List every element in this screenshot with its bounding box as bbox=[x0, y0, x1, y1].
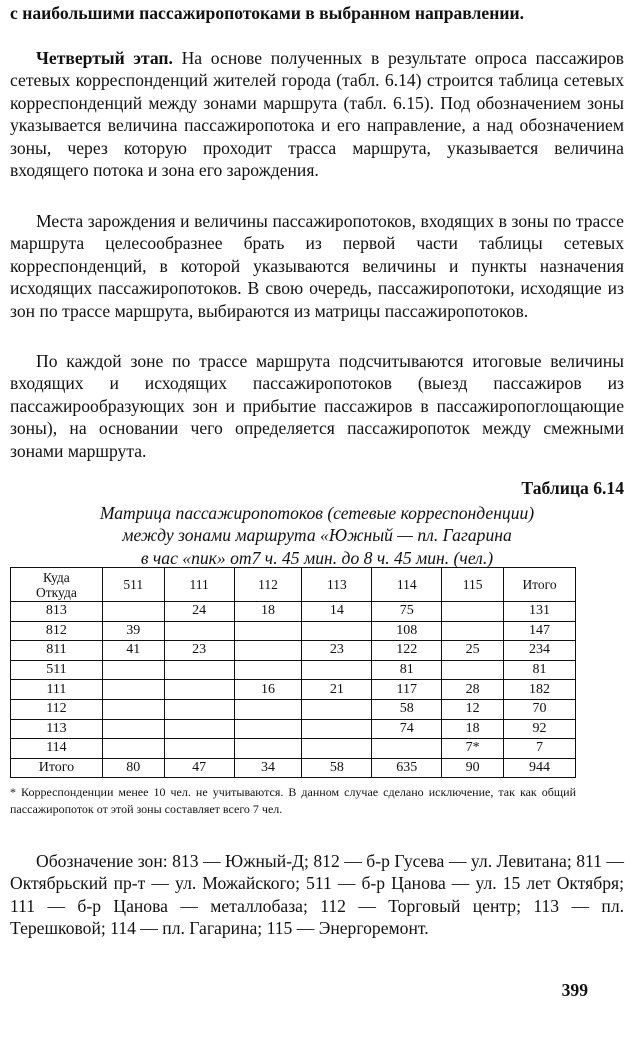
table-cell: 7* bbox=[442, 739, 504, 759]
table-cell: 81 bbox=[504, 660, 576, 680]
table-cell: 16 bbox=[234, 680, 302, 700]
table-cell: 34 bbox=[234, 758, 302, 778]
table-cell bbox=[102, 602, 164, 622]
table-cell: 131 bbox=[504, 602, 576, 622]
column-header: 511 bbox=[102, 568, 164, 602]
table-title-line-3: в час «пик» от7 ч. 45 мин. до 8 ч. 45 мин. (чел.) bbox=[140, 547, 494, 568]
table-cell: 92 bbox=[504, 719, 576, 739]
row-label: 114 bbox=[11, 739, 103, 759]
table-cell bbox=[102, 699, 164, 719]
table-cell: 70 bbox=[504, 699, 576, 719]
table-cell bbox=[234, 699, 302, 719]
table-cell: 18 bbox=[442, 719, 504, 739]
table-cell bbox=[372, 739, 442, 759]
table-cell: 81 bbox=[372, 660, 442, 680]
table-cell bbox=[164, 660, 234, 680]
table-row bbox=[11, 621, 576, 641]
table-row bbox=[11, 699, 576, 719]
table-header-row bbox=[11, 568, 576, 602]
table-title bbox=[10, 502, 624, 569]
table-cell bbox=[164, 739, 234, 759]
row-label: 811 bbox=[11, 641, 103, 661]
column-header: 115 bbox=[442, 568, 504, 602]
passenger-matrix-table bbox=[10, 567, 576, 778]
header-from-label: Откуда bbox=[36, 584, 77, 600]
column-header: 113 bbox=[302, 568, 372, 602]
table-cell bbox=[442, 621, 504, 641]
table-cell: 80 bbox=[102, 758, 164, 778]
table-cell: 234 bbox=[504, 641, 576, 661]
paragraph-stage-four bbox=[10, 47, 624, 181]
column-header: 114 bbox=[372, 568, 442, 602]
table-body bbox=[11, 602, 576, 778]
table-cell: 58 bbox=[372, 699, 442, 719]
page-number: 399 bbox=[561, 980, 588, 1000]
table-cell: 117 bbox=[372, 680, 442, 700]
table-cell bbox=[442, 660, 504, 680]
table-cell bbox=[102, 660, 164, 680]
table-row bbox=[11, 680, 576, 700]
table-cell bbox=[102, 719, 164, 739]
table-cell bbox=[234, 719, 302, 739]
zones-legend: Обозначение зон: 813 — Южный-Д; 812 — б-р Гусева — ул. Левитана; 811 — Октябрьский пр-т — ул. Можайского; 511 — б-р Цанова — ул. 15 лет Октября; 111 — б-р Цанова — металлобаза; 112 — Торговый центр; 113 — пл. Терешковой; 114 — пл. Гагарина; 115 — Энергоремонт. bbox=[10, 851, 624, 939]
row-label: 812 bbox=[11, 621, 103, 641]
table-footnote: * Корреспонденции менее 10 чел. не учитываются. В данном случае сделано исключение, так как общий пассажиропоток от этой зоны составляет всего 7 чел. bbox=[10, 785, 576, 816]
table-cell: 182 bbox=[504, 680, 576, 700]
table-cell bbox=[164, 680, 234, 700]
table-cell: 39 bbox=[102, 621, 164, 641]
table-row bbox=[11, 739, 576, 759]
table-cell bbox=[102, 739, 164, 759]
table-cell: 74 bbox=[372, 719, 442, 739]
table-cell bbox=[302, 621, 372, 641]
table-cell bbox=[302, 699, 372, 719]
table-cell bbox=[102, 680, 164, 700]
stage-text: На основе полученных в результате опроса пассажиров сетевых корреспонденций жителей города (табл. 6.14) строится таблица сетевых корреспонденций между зонами маршрута (табл. 6.15). Под обозначением зоны указывается величина пассажиропотока и его направление, а над обозначением зоны, через которую проходит трасса маршрута, указывается величина входящего потока и зона его зарождения. bbox=[10, 48, 624, 181]
row-label: 813 bbox=[11, 602, 103, 622]
table-row bbox=[11, 758, 576, 778]
table-cell: 944 bbox=[504, 758, 576, 778]
table-cell bbox=[164, 719, 234, 739]
table-cell: 25 bbox=[442, 641, 504, 661]
row-label: 111 bbox=[11, 680, 103, 700]
table-title-line-2: между зонами маршрута «Южный — пл. Гагарина bbox=[122, 525, 512, 546]
table-cell: 47 bbox=[164, 758, 234, 778]
table-cell: 14 bbox=[302, 602, 372, 622]
table-cell: 75 bbox=[372, 602, 442, 622]
stage-heading: Четвертый этап. bbox=[36, 48, 173, 68]
table-cell bbox=[442, 602, 504, 622]
row-label: 112 bbox=[11, 699, 103, 719]
table-cell: 108 bbox=[372, 621, 442, 641]
table-row bbox=[11, 660, 576, 680]
table-cell: 23 bbox=[164, 641, 234, 661]
table-row bbox=[11, 602, 576, 622]
table-cell: 24 bbox=[164, 602, 234, 622]
column-header: Итого bbox=[504, 568, 576, 602]
table-cell bbox=[234, 660, 302, 680]
row-label: 113 bbox=[11, 719, 103, 739]
table-row bbox=[11, 719, 576, 739]
column-header: 112 bbox=[234, 568, 302, 602]
table-cell: 28 bbox=[442, 680, 504, 700]
table-cell bbox=[302, 660, 372, 680]
table-cell: 58 bbox=[302, 758, 372, 778]
table-cell bbox=[164, 699, 234, 719]
table-cell bbox=[234, 739, 302, 759]
table-cell bbox=[302, 739, 372, 759]
row-label: 511 bbox=[11, 660, 103, 680]
table-cell bbox=[234, 621, 302, 641]
paragraph-totals: По каждой зоне по трассе маршрута подсчитываются итоговые величины входящих и исходящих пассажиропотоков (выезд пассажиров из пассажирообразующих зон и прибытие пассажиров в пассажиропоглощающие зоны), на основании чего определяется пассажиропоток между смежными зонами маршрута. bbox=[10, 351, 624, 461]
table-cell: 90 bbox=[442, 758, 504, 778]
table-title-line-1: Матрица пассажиропотоков (сетевые корреспонденции) bbox=[99, 503, 535, 523]
paragraph-continuation: с наибольшими пассажиропотоками в выбранном направлении. bbox=[10, 3, 525, 23]
table-cell: 23 bbox=[302, 641, 372, 661]
table-row bbox=[11, 641, 576, 661]
row-label: Итого bbox=[11, 758, 103, 778]
header-to-label: Куда bbox=[43, 569, 70, 585]
column-header: 111 bbox=[164, 568, 234, 602]
header-corner-cell bbox=[11, 568, 103, 602]
table-cell: 41 bbox=[102, 641, 164, 661]
table-cell: 122 bbox=[372, 641, 442, 661]
table-cell bbox=[164, 621, 234, 641]
table-cell: 12 bbox=[442, 699, 504, 719]
table-cell bbox=[302, 719, 372, 739]
table-caption: Таблица 6.14 bbox=[521, 478, 624, 498]
table-cell: 147 bbox=[504, 621, 576, 641]
table-cell: 21 bbox=[302, 680, 372, 700]
table-cell: 635 bbox=[372, 758, 442, 778]
table-cell bbox=[234, 641, 302, 661]
table-cell: 7 bbox=[504, 739, 576, 759]
table-cell: 18 bbox=[234, 602, 302, 622]
paragraph-origins: Места зарождения и величины пассажиропотоков, входящих в зоны по трассе маршрута целесообразнее брать из первой части таблицы сетевых корреспонденций, в которой указываются величины и пункты назначения исходящих пассажиропотоков. В свою очередь, пассажиропотоки, исходящие из зон по трассе маршрута, выбираются из матрицы пассажиропотоков. bbox=[10, 211, 624, 321]
